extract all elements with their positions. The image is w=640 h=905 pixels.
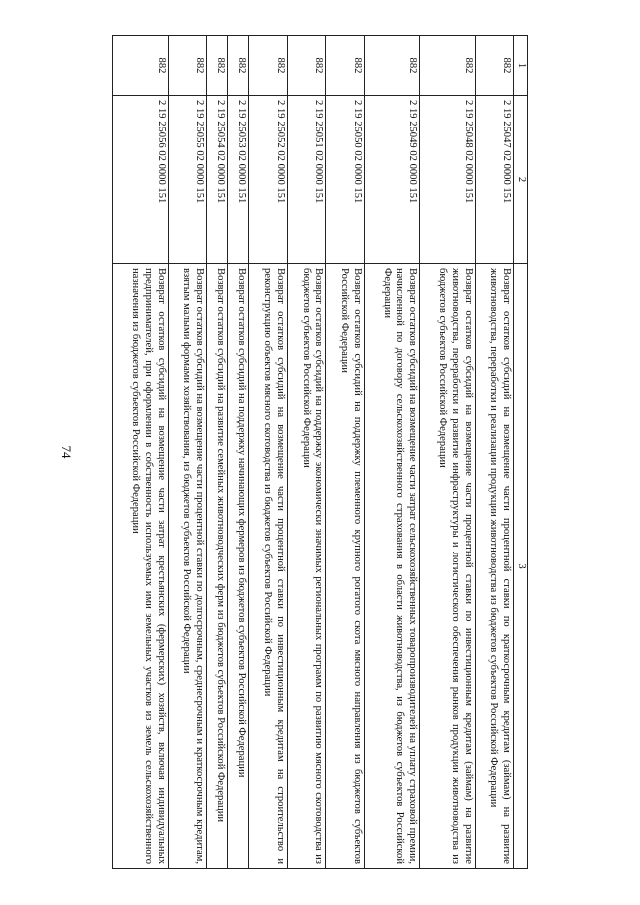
admin-code-cell: 882: [249, 36, 287, 96]
description-cell: Возврат остатков субсидий на возмещение части процентной ставки по долгосрочным, среднесрочным и краткосрочным кредитам, взятым малыми формами хозяйствования, из бюджетов субъектов Российской Федерации: [168, 264, 206, 869]
budget-codes-table: [112, 35, 528, 869]
table-row: [420, 36, 476, 869]
header-col-2: 2: [514, 96, 528, 264]
table-row: [326, 36, 364, 869]
table-row: [206, 36, 227, 869]
description-cell: Возврат остатков субсидий на развитие семейных животноводческих ферм из бюджетов субъектов Российской Федерации: [206, 264, 227, 869]
admin-code-cell: 882: [326, 36, 364, 96]
description-cell: Возврат остатков субсидий на возмещение части затрат крестьянских (фермерских) хозяйств, включая индивидуальных предпринимателей, при оформлении в собственность используемых ими земельных участков из земель сельскохозяйственного назначения из бюджетов субъектов Российской Федерации: [113, 264, 169, 869]
budget-code-cell: 2 19 25052 02 0000 151: [249, 96, 287, 264]
description-cell: Возврат остатков субсидий на возмещение части затрат сельскохозяйственных товаропроизводителей на уплату страховой премии, начисленной по договору сельскохозяйственного страхования в области животноводства, из бюджетов субъектов Российской Федерации: [364, 264, 420, 869]
admin-code-cell: 882: [364, 36, 420, 96]
description-cell: Возврат остатков субсидий на поддержку начинающих фермеров из бюджетов субъектов Российской Федерации: [228, 264, 249, 869]
budget-code-cell: 2 19 25047 02 0000 151: [475, 96, 513, 264]
page-number: 74: [59, 445, 74, 459]
budget-code-cell: 2 19 25056 02 0000 151: [113, 96, 169, 264]
table-row: [249, 36, 287, 869]
admin-code-cell: 882: [206, 36, 227, 96]
description-cell: Возврат остатков субсидий на возмещение части процентной ставки по краткосрочным кредитам (займам) на развитие животноводства, переработки и реализации продукции животноводства из бюджетов субъектов Российской Федерации: [475, 264, 513, 869]
table-header: [514, 36, 528, 869]
table-row: [168, 36, 206, 869]
table-row: [287, 36, 325, 869]
admin-code-cell: 882: [287, 36, 325, 96]
header-col-1: 1: [514, 36, 528, 96]
description-cell: Возврат остатков субсидий на возмещение части процентной ставки по инвестиционным кредитам на строительство и реконструкцию объектов мясного скотоводства из бюджетов субъектов Российской Федерации: [249, 264, 287, 869]
description-cell: Возврат остатков субсидий на поддержку племенного крупного рогатого скота мясного направления из бюджетов субъектов Российской Федерации: [326, 264, 364, 869]
table-body: [113, 36, 514, 869]
description-cell: Возврат остатков субсидий на поддержку экономически значимых региональных программ по развитию мясного скотоводства из бюджетов субъектов Российской Федерации: [287, 264, 325, 869]
budget-code-cell: 2 19 25048 02 0000 151: [420, 96, 476, 264]
description-cell: Возврат остатков субсидий на возмещение части процентной ставки по инвестиционным кредитам (займам) на развитие животноводства, переработки и развитие инфраструктуры и логистического обеспечения рынков продукции животноводства из бюджетов субъектов Российской Федерации: [420, 264, 476, 869]
admin-code-cell: 882: [168, 36, 206, 96]
budget-code-cell: 2 19 25051 02 0000 151: [287, 96, 325, 264]
budget-code-cell: 2 19 25054 02 0000 151: [206, 96, 227, 264]
header-row: [514, 36, 528, 869]
budget-code-cell: 2 19 25049 02 0000 151: [364, 96, 420, 264]
table-row: [228, 36, 249, 869]
table-row: [113, 36, 169, 869]
table-row: [475, 36, 513, 869]
budget-code-cell: 2 19 25050 02 0000 151: [326, 96, 364, 264]
admin-code-cell: 882: [475, 36, 513, 96]
admin-code-cell: 882: [420, 36, 476, 96]
header-col-3: 3: [514, 264, 528, 869]
table-row: [364, 36, 420, 869]
budget-code-cell: 2 19 25055 02 0000 151: [168, 96, 206, 264]
rotated-table-container: [112, 35, 528, 869]
admin-code-cell: 882: [113, 36, 169, 96]
admin-code-cell: 882: [228, 36, 249, 96]
budget-code-cell: 2 19 25053 02 0000 151: [228, 96, 249, 264]
